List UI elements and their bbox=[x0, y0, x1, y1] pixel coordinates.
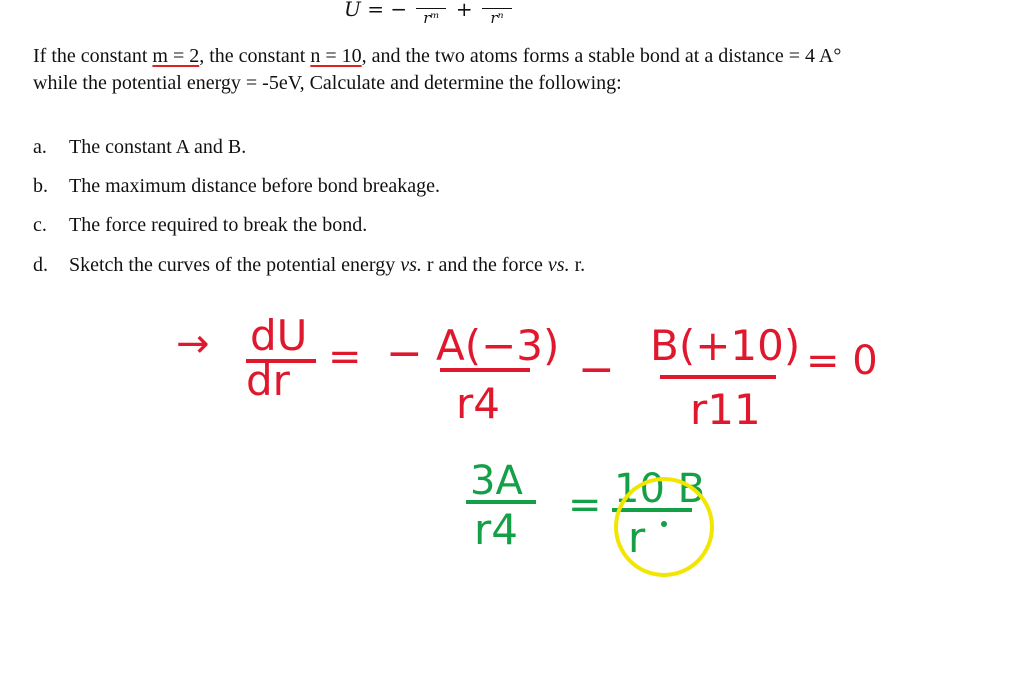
item-text: The force required to break the bond. bbox=[69, 214, 368, 236]
derivative-equation bbox=[176, 311, 878, 434]
item-text-vs: vs. bbox=[547, 254, 570, 276]
item-text: The maximum distance before bond breakage. bbox=[69, 175, 440, 197]
ten-b-numerator: 10 B bbox=[614, 466, 706, 512]
exponent-dot bbox=[661, 521, 667, 527]
formula-den-m: rᵐ bbox=[423, 9, 440, 27]
r4-denominator: r4 bbox=[456, 379, 500, 428]
problem-text-3: , and the two atoms forms a stable bond at a distance = 4 A° while the potential energy = -5eV, Calculate and determine the following: bbox=[33, 45, 842, 94]
item-label: d. bbox=[33, 254, 48, 276]
simplified-equation bbox=[466, 458, 705, 562]
formula-plus: + bbox=[455, 0, 473, 21]
arrow-glyph: → bbox=[176, 321, 210, 367]
formula-lhs: U = − bbox=[344, 0, 408, 21]
equals-sign: = bbox=[328, 334, 362, 380]
problem-text-1: If the constant bbox=[33, 45, 153, 67]
item-text-part: Sketch the curves of the potential energy bbox=[69, 254, 401, 276]
r11-denominator: r11 bbox=[690, 385, 761, 434]
item-text-part: r and the force bbox=[421, 254, 548, 276]
b-term: B(+10) bbox=[650, 321, 801, 370]
item-text: The constant A and B. bbox=[69, 136, 247, 158]
minus-sign: − bbox=[386, 328, 423, 379]
three-a-numerator: 3A bbox=[470, 458, 523, 504]
r-denominator: r bbox=[628, 513, 646, 562]
formula-den-n: rⁿ bbox=[490, 9, 504, 27]
item-label: c. bbox=[33, 214, 47, 236]
r4-denominator-2: r4 bbox=[474, 505, 518, 554]
m-value: m = 2 bbox=[152, 45, 200, 67]
item-text-part: r. bbox=[569, 254, 586, 276]
problem-text-2: , the constant bbox=[199, 45, 311, 67]
n-value: n = 10 bbox=[310, 45, 362, 67]
item-label: a. bbox=[33, 136, 47, 158]
item-label: b. bbox=[33, 175, 48, 197]
equals-zero: = 0 bbox=[806, 338, 878, 384]
dr-denominator: dr bbox=[246, 356, 290, 405]
a-term: A(−3) bbox=[436, 321, 560, 370]
item-text-vs: vs. bbox=[400, 254, 422, 276]
minus-sign-2: − bbox=[578, 344, 615, 395]
du-numerator: dU bbox=[250, 311, 308, 360]
equals-sign-2: = bbox=[568, 482, 602, 528]
